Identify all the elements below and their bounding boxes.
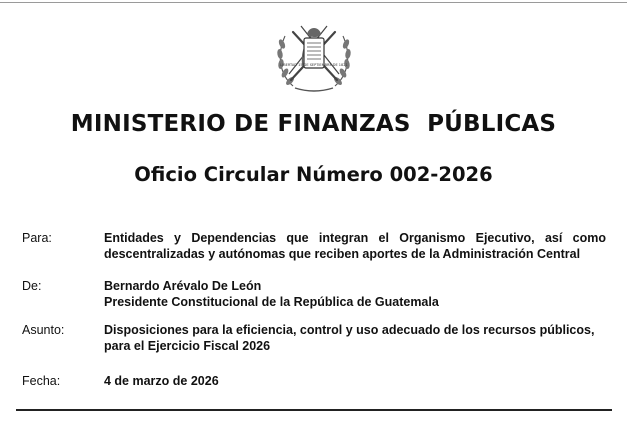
recipient-line: descentralizadas y autónomas que reciben aportes de la Administración Central [104,247,581,261]
recipient-label: Para: [22,231,52,245]
bottom-divider [16,409,612,411]
emblem-text: LIBERTAD 15 DE SEPTIEMBRE DE 1821 [280,63,348,67]
ministry-name: MINISTERIO DE FINANZAS PÚBLICAS [70,111,557,137]
subject-label: Asunto: [22,323,65,337]
sender-label: De: [22,279,42,293]
document-title: Oficio Circular Número 002-2026 [134,163,493,186]
sender-value [104,278,606,310]
recipient-line: Entidades y Dependencias que integran el Organismo Ejecutivo, así como [104,231,606,245]
date-text: 4 de marzo de 2026 [104,374,219,388]
top-divider [0,2,627,3]
sender-line: Bernardo Arévalo De León [104,279,262,293]
date-value [104,373,606,389]
sender-line: Presidente Constitucional de la República de Guatemala [104,295,439,309]
date-label: Fecha: [22,374,61,388]
guatemala-coat-of-arms-icon [271,14,357,96]
recipient-value [104,230,606,262]
subject-line: Disposiciones para la eficiencia, control y uso adecuado de los recursos públicos, [104,323,595,337]
subject-line: para el Ejercicio Fiscal 2026 [104,339,271,353]
subject-value [104,322,606,354]
